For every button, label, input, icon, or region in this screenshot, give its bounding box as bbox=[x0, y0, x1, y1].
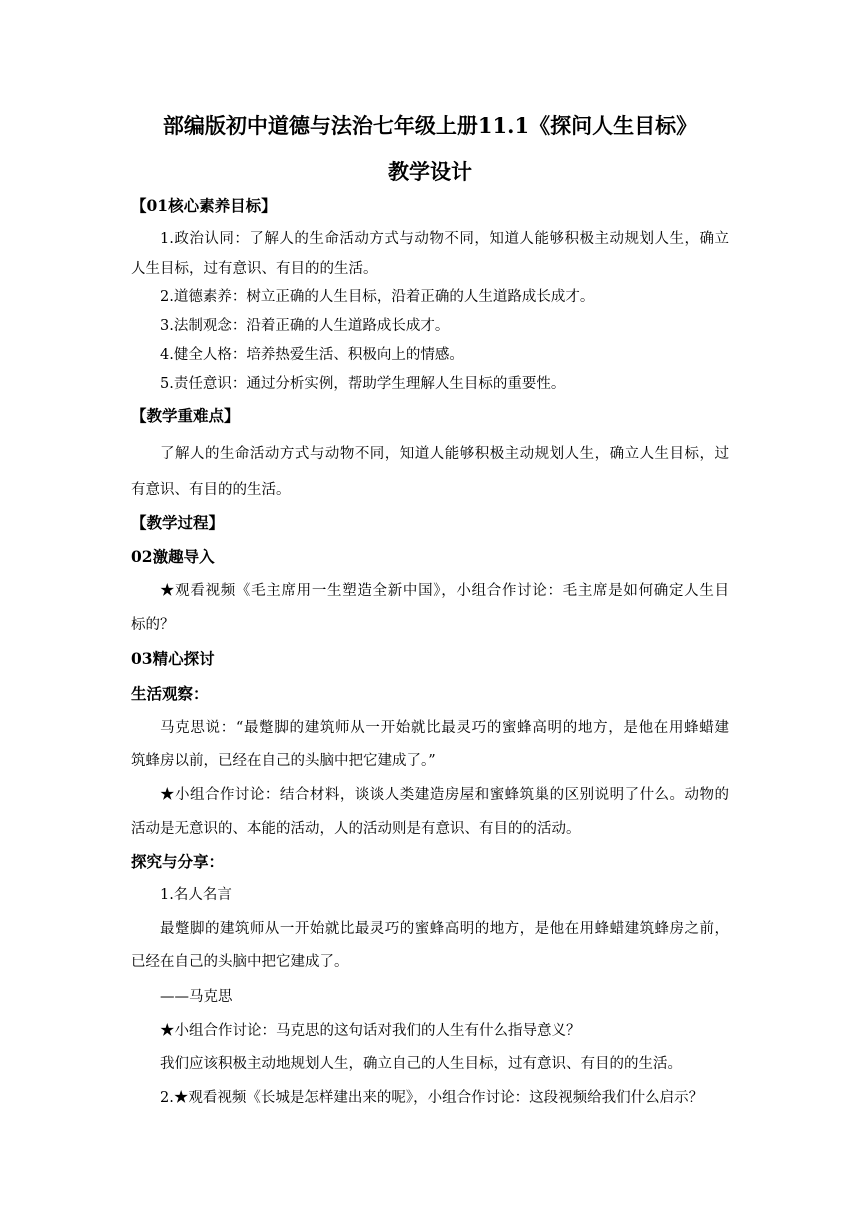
goal-item-3: 3.法制观念：沿着正确的人生道路成长成才。 bbox=[160, 318, 450, 334]
explore-share-heading: 探究与分享： bbox=[131, 852, 225, 871]
discussion-line-1: ★小组合作讨论：结合材料，谈谈人类建造房屋和蜜蜂筑巢的区别说明了什么。动物的 bbox=[160, 787, 729, 803]
section-heading-process: 【教学过程】 bbox=[131, 513, 225, 532]
goal-item-1-line-1: 1.政治认同：了解人的生命活动方式与动物不同，知道人能够积极主动规划人生，确立 bbox=[160, 231, 729, 247]
goal-item-2: 2.道德素养：树立正确的人生目标，沿着正确的人生道路成长成才。 bbox=[160, 289, 595, 305]
section-heading-key-points: 【教学重难点】 bbox=[131, 406, 240, 425]
marx-quote-line-2: 筑蜂房以前，已经在自己的头脑中把它建成了。” bbox=[131, 753, 436, 769]
life-observation-heading: 生活观察： bbox=[131, 684, 209, 703]
goal-item-4: 4.健全人格：培养热爱生活、积极向上的情感。 bbox=[160, 347, 464, 363]
intro-line-2: 标的？ bbox=[131, 617, 175, 633]
subsection-heading-intro: 02激趣导入 bbox=[131, 547, 215, 566]
video-discussion-item: 2.★观看视频《长城是怎样建出来的呢》，小组合作讨论：这段视频给我们什么启示？ bbox=[160, 1090, 704, 1106]
key-points-line-2: 有意识、有目的的生活。 bbox=[131, 482, 291, 498]
goal-item-5: 5.责任意识：通过分析实例，帮助学生理解人生目标的重要性。 bbox=[160, 376, 566, 392]
famous-quote-author: ——马克思 bbox=[160, 989, 233, 1005]
marx-quote-line-1: 马克思说：“最蹩脚的建筑师从一开始就比最灵巧的蜜蜂高明的地方，是他在用蜂蜡建 bbox=[160, 720, 729, 736]
discussion-line-2: 活动是无意识的、本能的活动，人的活动则是有意识、有目的的活动。 bbox=[131, 821, 581, 837]
section-heading-core-goals: 【01核心素养目标】 bbox=[131, 196, 277, 215]
famous-quote-line-2: 已经在自己的头脑中把它建成了。 bbox=[131, 954, 349, 970]
key-points-line-1: 了解人的生命活动方式与动物不同，知道人能够积极主动规划人生，确立人生目标，过 bbox=[160, 446, 729, 462]
document-title: 部编版初中道德与法治七年级上册11.1《探问人生目标》 bbox=[162, 113, 698, 138]
document-subtitle: 教学设计 bbox=[388, 159, 472, 184]
goal-item-1-line-2: 人生目标，过有意识、有目的的生活。 bbox=[131, 261, 378, 277]
group-discussion-answer: 我们应该积极主动地规划人生，确立自己的人生目标，过有意识、有目的的生活。 bbox=[160, 1056, 682, 1072]
group-discussion-question: ★小组合作讨论：马克思的这句话对我们的人生有什么指导意义？ bbox=[160, 1023, 581, 1039]
subsection-heading-explore: 03精心探讨 bbox=[131, 649, 215, 668]
famous-quote-title: 1.名人名言 bbox=[160, 887, 232, 903]
intro-line-1: ★观看视频《毛主席用一生塑造全新中国》，小组合作讨论：毛主席是如何确定人生目 bbox=[160, 583, 729, 599]
famous-quote-line-1: 最蹩脚的建筑师从一开始就比最灵巧的蜜蜂高明的地方，是他在用蜂蜡建筑蜂房之前， bbox=[160, 921, 729, 937]
